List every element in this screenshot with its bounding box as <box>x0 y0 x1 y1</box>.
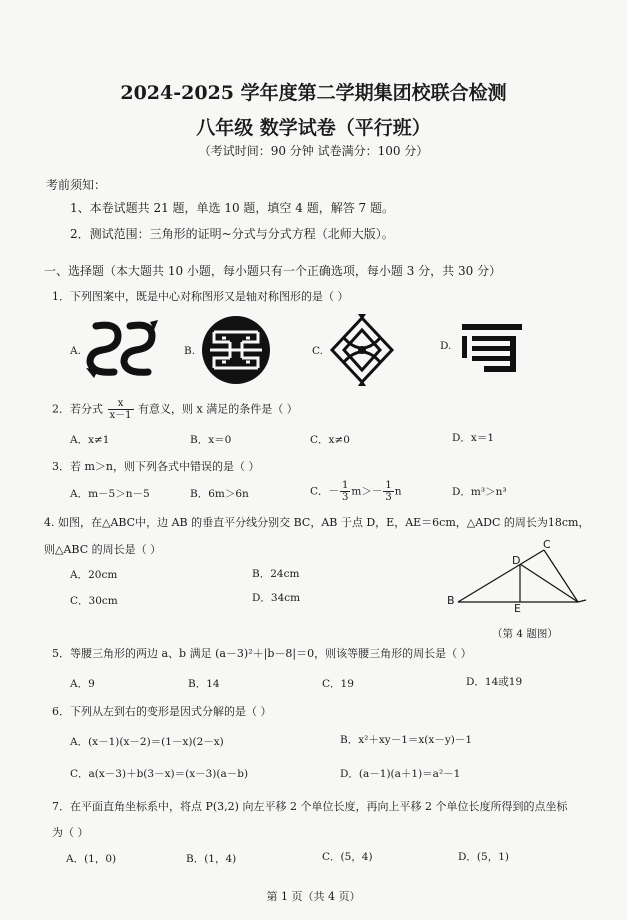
option: A．(1，0) <box>66 853 117 865</box>
option: C．19 <box>322 678 354 690</box>
denominator: x－1 <box>109 410 132 421</box>
question-4-stem: 则△ABC 的周长是（ ） <box>44 543 162 556</box>
question-2-stem <box>52 398 298 421</box>
option: A．20cm <box>70 569 118 581</box>
fraction <box>340 480 350 503</box>
point-label: D <box>512 554 521 567</box>
figure-caption: （第 4 题图） <box>492 628 558 640</box>
option: D．14或19 <box>466 676 523 688</box>
point-label: C <box>543 538 551 551</box>
option: D．m³＞n³ <box>452 486 507 498</box>
pattern-b-icon <box>200 314 272 386</box>
numerator: 1 <box>385 480 392 491</box>
exam-title: 2024-2025 学年度第二学期集团校联合检测 <box>120 82 507 104</box>
option-text: n <box>394 485 402 498</box>
option: B．6m＞6n <box>190 488 249 500</box>
notice-item: 2．测试范围：三角形的证明~分式与分式方程（北师大版）。 <box>70 227 394 241</box>
option-label: C. <box>312 345 323 357</box>
option: D．x＝1 <box>452 432 495 444</box>
option-label: A. <box>70 345 81 357</box>
question-7-stem: 为（ ） <box>52 826 89 839</box>
notice-item: 1、本卷试题共 21 题，单选 10 题，填空 4 题，解答 7 题。 <box>70 201 394 215</box>
option-label: D. <box>440 340 452 352</box>
point-label: B <box>447 594 455 607</box>
question-4-stem: 4. 如图，在△ABC中，边 AB 的垂直平分线分别交 BC，AB 于点 D，E，AE＝6cm，△ADC 的周长为18cm， <box>44 516 590 529</box>
denominator: 3 <box>385 492 392 503</box>
pattern-c-icon <box>324 312 400 388</box>
question-6-stem: 6．下列从左到右的变形是因式分解的是（ ） <box>52 705 272 718</box>
option: D．(5，1) <box>458 851 509 863</box>
option: B．x＝0 <box>190 434 232 446</box>
question-3-stem: 3．若 m＞n，则下列各式中错误的是（ ） <box>52 460 260 473</box>
option: C．(5，4) <box>322 851 373 863</box>
option-text: C．－ <box>310 485 340 498</box>
option: B．(1，4) <box>186 853 237 865</box>
fraction <box>108 398 134 421</box>
stem-text: 有意义，则 x 满足的条件是（ ） <box>138 402 298 416</box>
exam-meta: （考试时间：90 分钟 试卷满分：100 分） <box>198 144 429 158</box>
question-5-stem: 5．等腰三角形的两边 a、b 满足 (a－3)²＋|b－8|＝0，则该等腰三角形的周长是（ ） <box>52 647 472 660</box>
option: C．x≠0 <box>310 434 350 446</box>
option: A．m－5＞n－5 <box>70 488 150 500</box>
option: D．34cm <box>252 592 301 604</box>
pattern-d-icon <box>460 322 524 378</box>
option <box>310 480 402 503</box>
exam-subtitle: 八年级 数学试卷（平行班） <box>196 117 431 139</box>
option: B．24cm <box>252 568 300 580</box>
denominator: 3 <box>342 492 349 503</box>
numerator: x <box>108 398 134 410</box>
option: B．14 <box>188 678 220 690</box>
option-label: B. <box>184 345 196 357</box>
fraction <box>383 480 393 503</box>
option: D．(a－1)(a＋1)＝a²－1 <box>340 768 461 780</box>
numerator: 1 <box>342 480 349 491</box>
question-7-stem: 7．在平面直角坐标系中，将点 P(3,2) 向左平移 2 个单位长度，再向上平移 2 个单位长度所得到的点坐标 <box>52 800 568 813</box>
notice-heading: 考前须知： <box>46 178 107 192</box>
option: C．30cm <box>70 595 118 607</box>
point-label: E <box>514 602 521 615</box>
page-footer: 第 1 页（共 4 页） <box>266 890 361 903</box>
option: A．(x－1)(x－2)＝(1－x)(2－x) <box>70 736 224 748</box>
option: B．x²＋xy－1＝x(x－y)－1 <box>340 734 473 746</box>
stem-text: 2．若分式 <box>52 402 103 416</box>
option-text: m＞－ <box>351 485 383 498</box>
option: A．9 <box>70 678 95 690</box>
option: C．a(x－3)＋b(3－x)＝(x－3)(a－b) <box>70 768 249 780</box>
pattern-a-icon <box>84 318 164 380</box>
option: A．x≠1 <box>70 434 110 446</box>
section-heading: 一、选择题（本大题共 10 小题，每小题只有一个正确选项，每小题 3 分，共 30 分） <box>44 264 502 278</box>
question-1-stem: 1．下列图案中，既是中心对称图形又是轴对称图形的是（ ） <box>52 290 349 303</box>
